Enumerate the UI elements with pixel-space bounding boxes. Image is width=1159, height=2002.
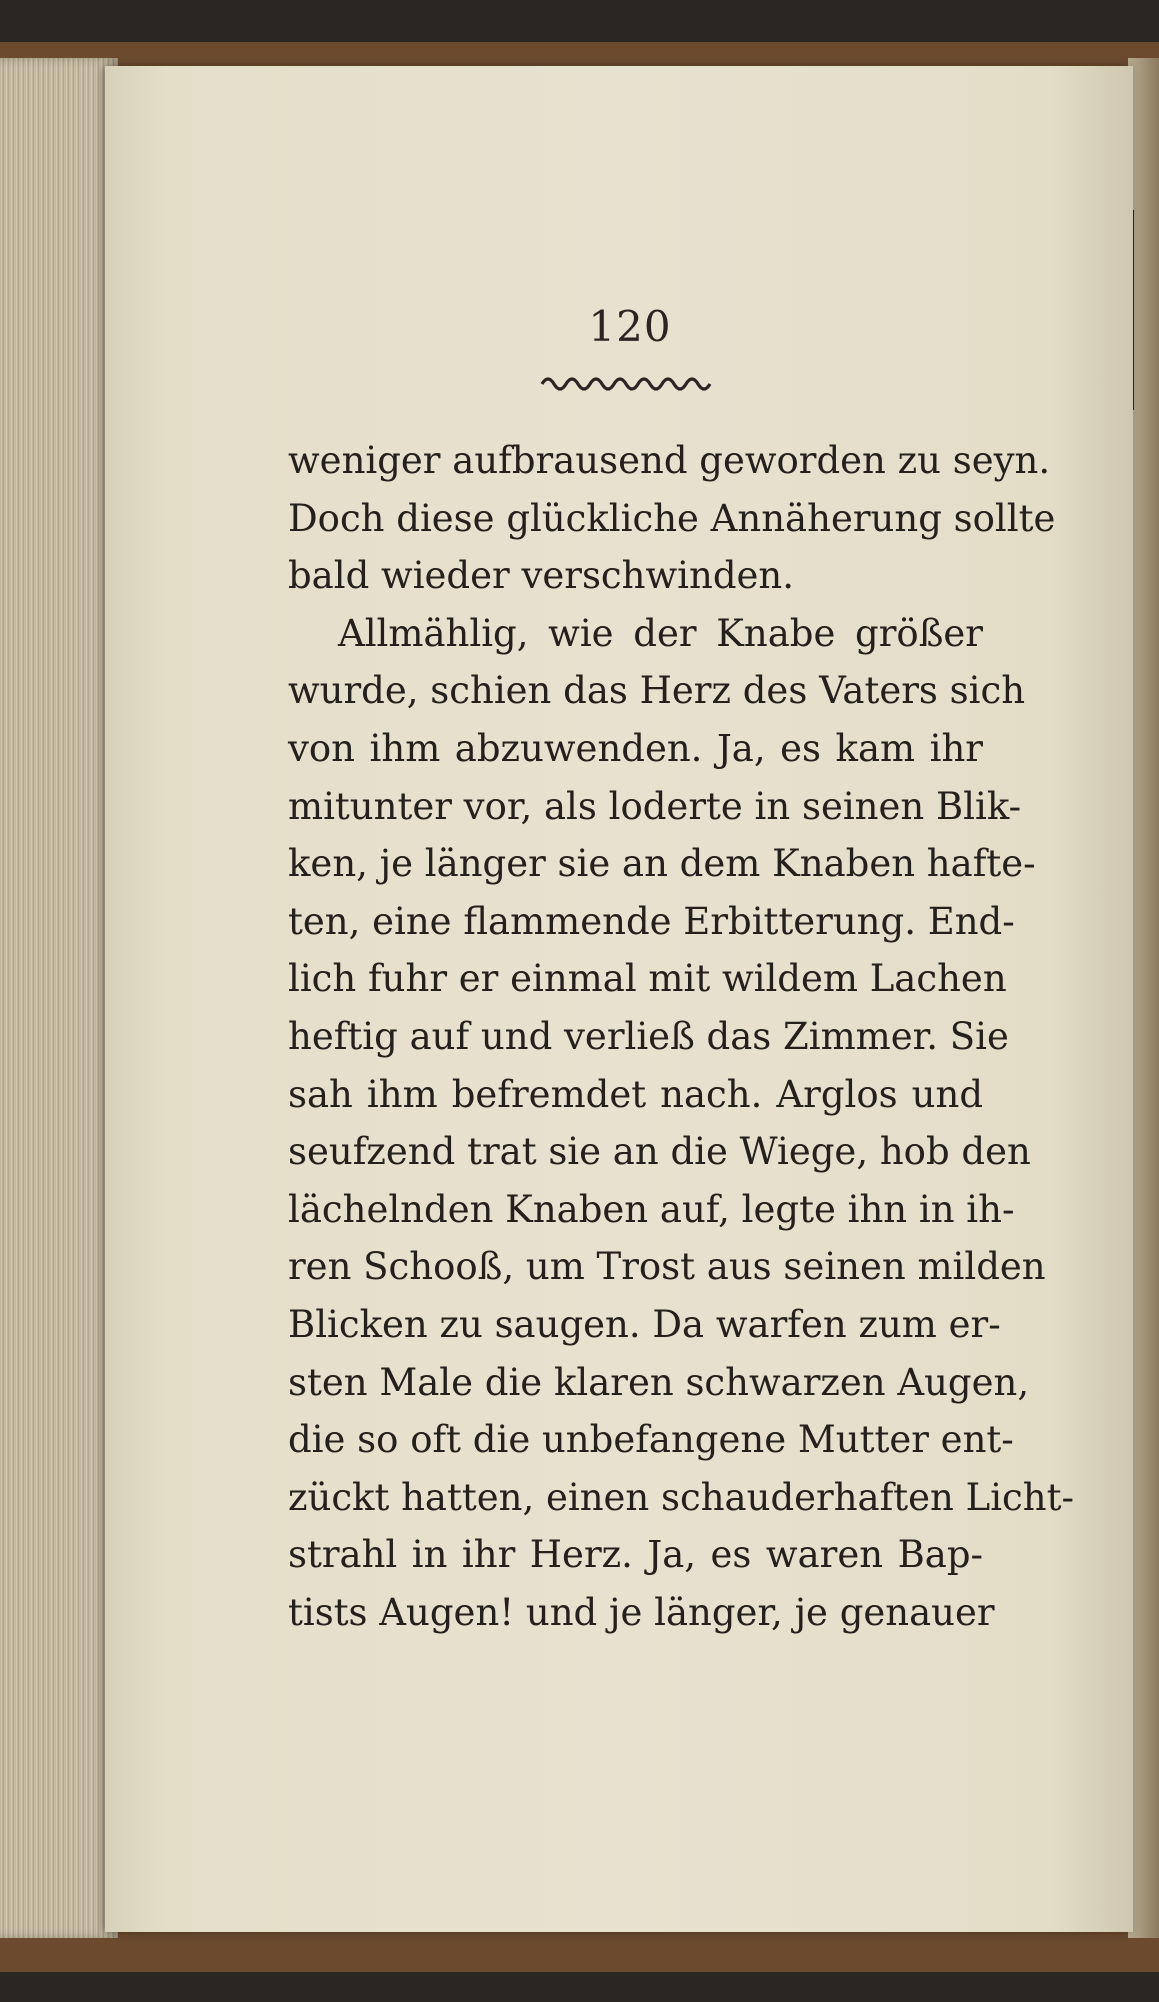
body-text <box>288 432 1074 1641</box>
text-line: lich fuhr er einmal mit wildem Lachen <box>288 957 1007 1001</box>
text-line: ten, eine flammende Erbitterung. End- <box>288 899 1015 943</box>
wavy-ornament-icon <box>540 372 720 390</box>
text-line: Doch diese glückliche Annäherung sollte <box>288 496 1056 540</box>
text-line: heftig auf und verließ das Zimmer. Sie <box>288 1014 1009 1058</box>
text-line: Blicken zu saugen. Da warfen zum er- <box>288 1302 1001 1346</box>
text-line: die so oft die unbefangene Mutter ent- <box>288 1418 1014 1462</box>
text-line: weniger aufbrausend geworden zu seyn. <box>288 439 1051 482</box>
text-line: ken, je länger sie an dem Knaben hafte- <box>288 842 1036 886</box>
page-number: 120 <box>588 302 672 351</box>
text-line: sah ihm befremdet nach. Arglos und <box>288 1072 983 1116</box>
text-line: mitunter vor, als loderte in seinen Blik- <box>288 784 1022 828</box>
text-line: sten Male die klaren schwarzen Augen, <box>288 1360 1030 1404</box>
text-line: lächelnden Knaben auf, legte ihn in ih- <box>288 1187 1015 1231</box>
text-line: ren Schooß, um Trost aus seinen milden <box>288 1245 1046 1289</box>
page-edges <box>0 58 118 1938</box>
text-line: wurde, schien das Herz des Vaters sich <box>288 669 1026 713</box>
text-line: von ihm abzuwenden. Ja, es kam ihr <box>288 726 983 770</box>
text-line: strahl in ihr Herz. Ja, es waren Bap- <box>288 1533 983 1577</box>
text-line: zückt hatten, einen schauderhaften Licht- <box>288 1475 1074 1519</box>
text-line: bald wieder verschwinden. <box>288 554 794 598</box>
text-line: tists Augen! und je länger, je genauer <box>288 1590 995 1634</box>
text-line: seufzend trat sie an die Wiege, hob den <box>288 1130 1031 1174</box>
text-line: Allmählig, wie der Knabe größer <box>338 611 983 655</box>
